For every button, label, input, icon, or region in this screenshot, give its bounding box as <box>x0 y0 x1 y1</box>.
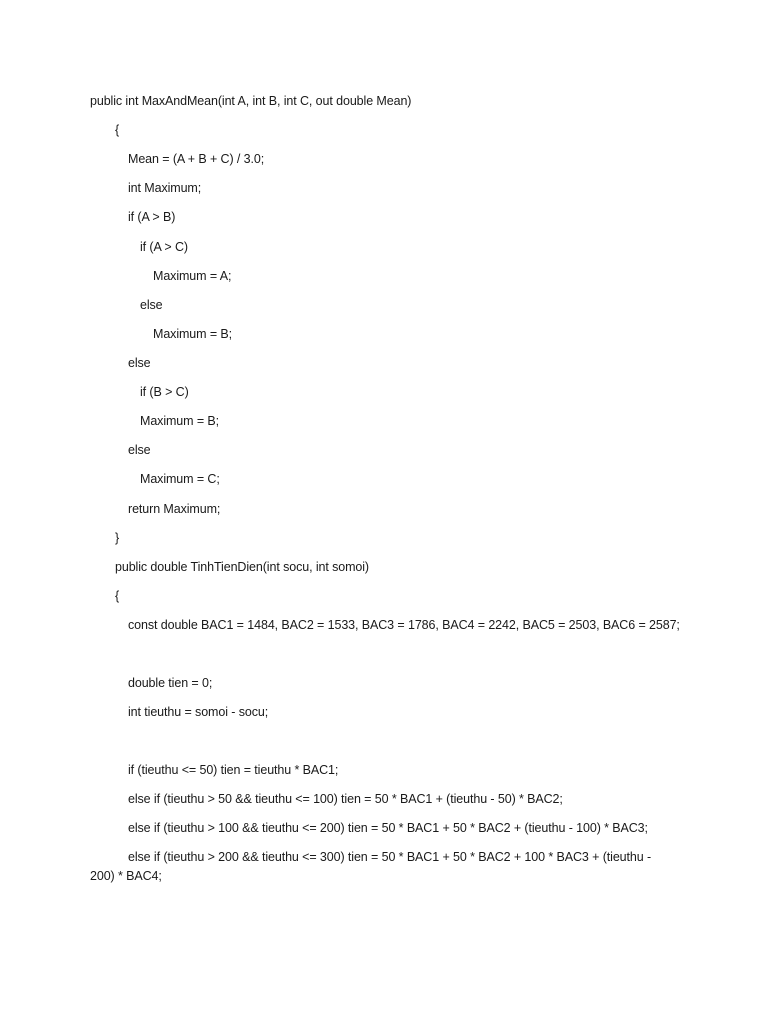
code-line: if (A > C) <box>140 240 188 254</box>
code-line: Maximum = B; <box>153 327 233 341</box>
code-line: if (A > B) <box>128 210 176 224</box>
code-line: } <box>115 531 120 545</box>
code-line: if (tieuthu <= 50) tien = tieuthu * BAC1; <box>128 763 339 777</box>
code-line: double tien = 0; <box>128 676 213 690</box>
code-line: Maximum = C; <box>140 472 220 486</box>
code-line: Maximum = A; <box>153 269 232 283</box>
code-line: int tieuthu = somoi - socu; <box>128 705 269 719</box>
code-line: else <box>128 356 151 370</box>
code-line: public double TinhTienDien(int socu, int somoi) <box>115 560 369 574</box>
code-line: int Maximum; <box>128 181 202 195</box>
code-line: 200) * BAC4; <box>90 869 162 883</box>
code-line: Maximum = B; <box>140 414 220 428</box>
code-line: return Maximum; <box>128 502 221 516</box>
code-line: { <box>115 123 120 137</box>
code-line: else if (tieuthu > 200 && tieuthu <= 300) tien = 50 * BAC1 + 50 * BAC2 + 100 * BAC3 + (tieuthu - <box>128 850 652 864</box>
code-line: if (B > C) <box>140 385 189 399</box>
code-line: else <box>140 298 163 312</box>
code-line: const double BAC1 = 1484, BAC2 = 1533, BAC3 = 1786, BAC4 = 2242, BAC5 = 2503, BAC6 = 2587; <box>128 618 680 632</box>
code-line: else <box>128 443 151 457</box>
code-line: Mean = (A + B + C) / 3.0; <box>128 152 265 166</box>
code-line: else if (tieuthu > 100 && tieuthu <= 200) tien = 50 * BAC1 + 50 * BAC2 + (tieuthu - 100) * BAC3; <box>128 821 648 835</box>
code-line: { <box>115 589 120 603</box>
code-line: public int MaxAndMean(int A, int B, int C, out double Mean) <box>90 94 412 108</box>
code-line: else if (tieuthu > 50 && tieuthu <= 100) tien = 50 * BAC1 + (tieuthu - 50) * BAC2; <box>128 792 563 806</box>
